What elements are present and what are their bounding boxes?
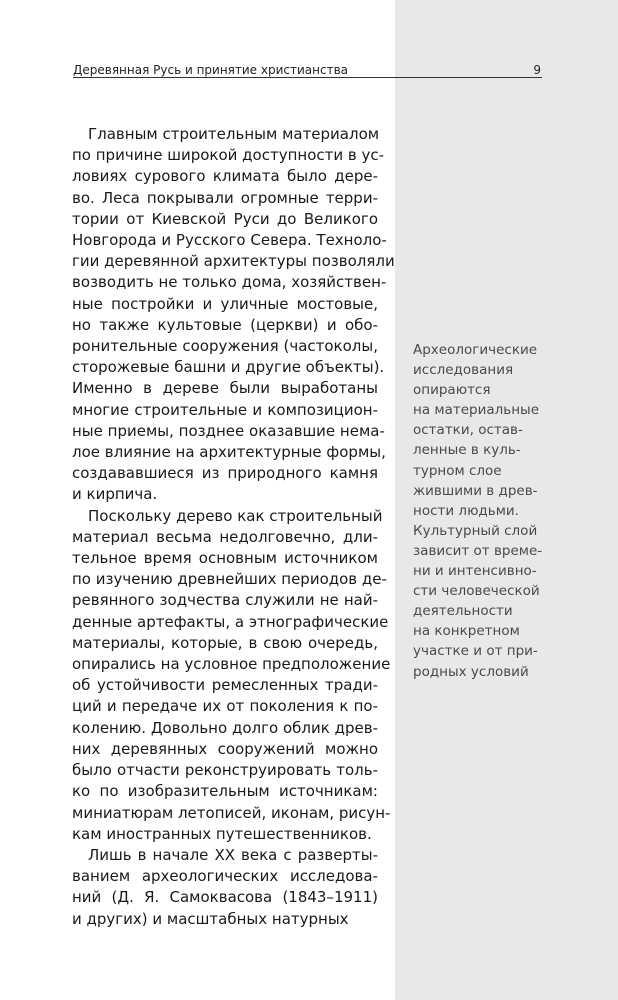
- text-line: лое влияние на архитектурные формы,: [72, 443, 386, 462]
- text-line: ревянного зодчества служили не най-: [72, 591, 378, 610]
- sidebar-note-line: сти человеческой: [413, 583, 540, 600]
- text-line: тории от Киевской Руси до Великого: [72, 209, 378, 228]
- text-line: Поскольку дерево как строительный: [88, 506, 383, 525]
- text-line: тельное время основным источником: [72, 549, 378, 568]
- text-line: Именно в дереве были выработаны: [72, 379, 378, 398]
- text-line: было отчасти реконструировать толь-: [72, 761, 378, 780]
- text-line: опирались на условное предположение: [72, 655, 391, 674]
- text-line: возводить не только дома, хозяйствен-: [72, 273, 387, 292]
- running-header: [73, 62, 543, 78]
- text-line: Главным строительным материалом: [88, 125, 380, 143]
- sidebar-note-line: опираются: [413, 382, 491, 399]
- text-line: ванием археологических исследова-: [72, 867, 378, 886]
- text-line: создававшиеся из природного камня: [72, 464, 378, 483]
- text-line: ко по изобразительным источникам:: [72, 782, 378, 801]
- text-line: ные постройки и уличные мостовые,: [72, 294, 378, 313]
- sidebar-note-line: на конкретном: [413, 623, 520, 640]
- text-line: ронительные сооружения (частоколы,: [72, 337, 378, 356]
- text-line: и кирпича.: [72, 485, 158, 504]
- sidebar-note-line: участке и от при-: [413, 643, 538, 660]
- page-number: 9: [533, 63, 541, 77]
- text-line: гии деревянной архитектуры позволяли: [72, 252, 395, 271]
- text-line: них деревянных сооружений можно: [72, 739, 378, 758]
- text-line: ные приемы, позднее оказавшие нема-: [72, 421, 385, 440]
- sidebar-note-line: Археологические: [413, 342, 538, 358]
- sidebar-note-line: зависит от време-: [413, 542, 543, 559]
- sidebar-note-line: родных условий: [413, 663, 529, 680]
- text-line: сторожевые башни и другие объекты).: [72, 358, 385, 377]
- sidebar-note-line: ни и интенсивно-: [413, 563, 537, 580]
- sidebar-note-line: остатки, остав-: [413, 422, 523, 439]
- body-paragraph: [72, 506, 391, 845]
- text-line: денные артефакты, а этнографические: [72, 612, 389, 631]
- text-line: ловиях сурового климата было дере-: [72, 167, 378, 186]
- sidebar-note-line: турном слое: [413, 462, 502, 479]
- text-line: миниатюрам летописей, иконам, рисун-: [72, 803, 391, 822]
- body-paragraph: [72, 124, 395, 506]
- sidebar-note-line: Культурный слой: [413, 522, 538, 539]
- sidebar-note-line: исследования: [413, 362, 514, 379]
- sidebar-note-line: ности людьми.: [413, 502, 519, 519]
- text-line: по причине широкой доступности в ус-: [72, 146, 385, 165]
- sidebar-note: [413, 340, 603, 682]
- sidebar-note-line: ленные в куль-: [413, 442, 521, 459]
- body-paragraph: [72, 845, 378, 930]
- text-line: ций и передаче их от поколения к по-: [72, 697, 378, 716]
- text-line: ний (Д. Я. Самоквасова (1843–1911): [72, 888, 378, 907]
- text-line: об устойчивости ремесленных тради-: [72, 676, 378, 695]
- text-line: колению. Довольно долго облик древ-: [72, 718, 378, 737]
- running-title: Деревянная Русь и принятие христианства: [73, 63, 348, 77]
- text-line: и других) и масштабных натурных: [72, 909, 349, 928]
- sidebar-note-line: деятельности: [413, 603, 513, 620]
- header-rule: [73, 77, 542, 78]
- text-line: многие строительные и композицион-: [72, 400, 378, 419]
- text-line: кам иностранных путешественников.: [72, 824, 372, 843]
- sidebar-note-line: жившими в древ-: [413, 482, 538, 499]
- sidebar-note-line: на материальные: [413, 402, 540, 419]
- text-line: по изучению древнейших периодов де-: [72, 570, 387, 589]
- text-line: материал весьма недолговечно, дли-: [72, 527, 378, 546]
- text-line: но также культовые (церкви) и обо-: [72, 315, 378, 334]
- main-text-column: [72, 124, 395, 930]
- text-line: во. Леса покрывали огромные терри-: [72, 188, 378, 207]
- text-line: Новгорода и Русского Севера. Техноло-: [72, 231, 387, 250]
- text-line: материалы, которые, в свою очередь,: [72, 633, 378, 652]
- text-line: Лишь в начале XX века с разверты-: [88, 845, 378, 864]
